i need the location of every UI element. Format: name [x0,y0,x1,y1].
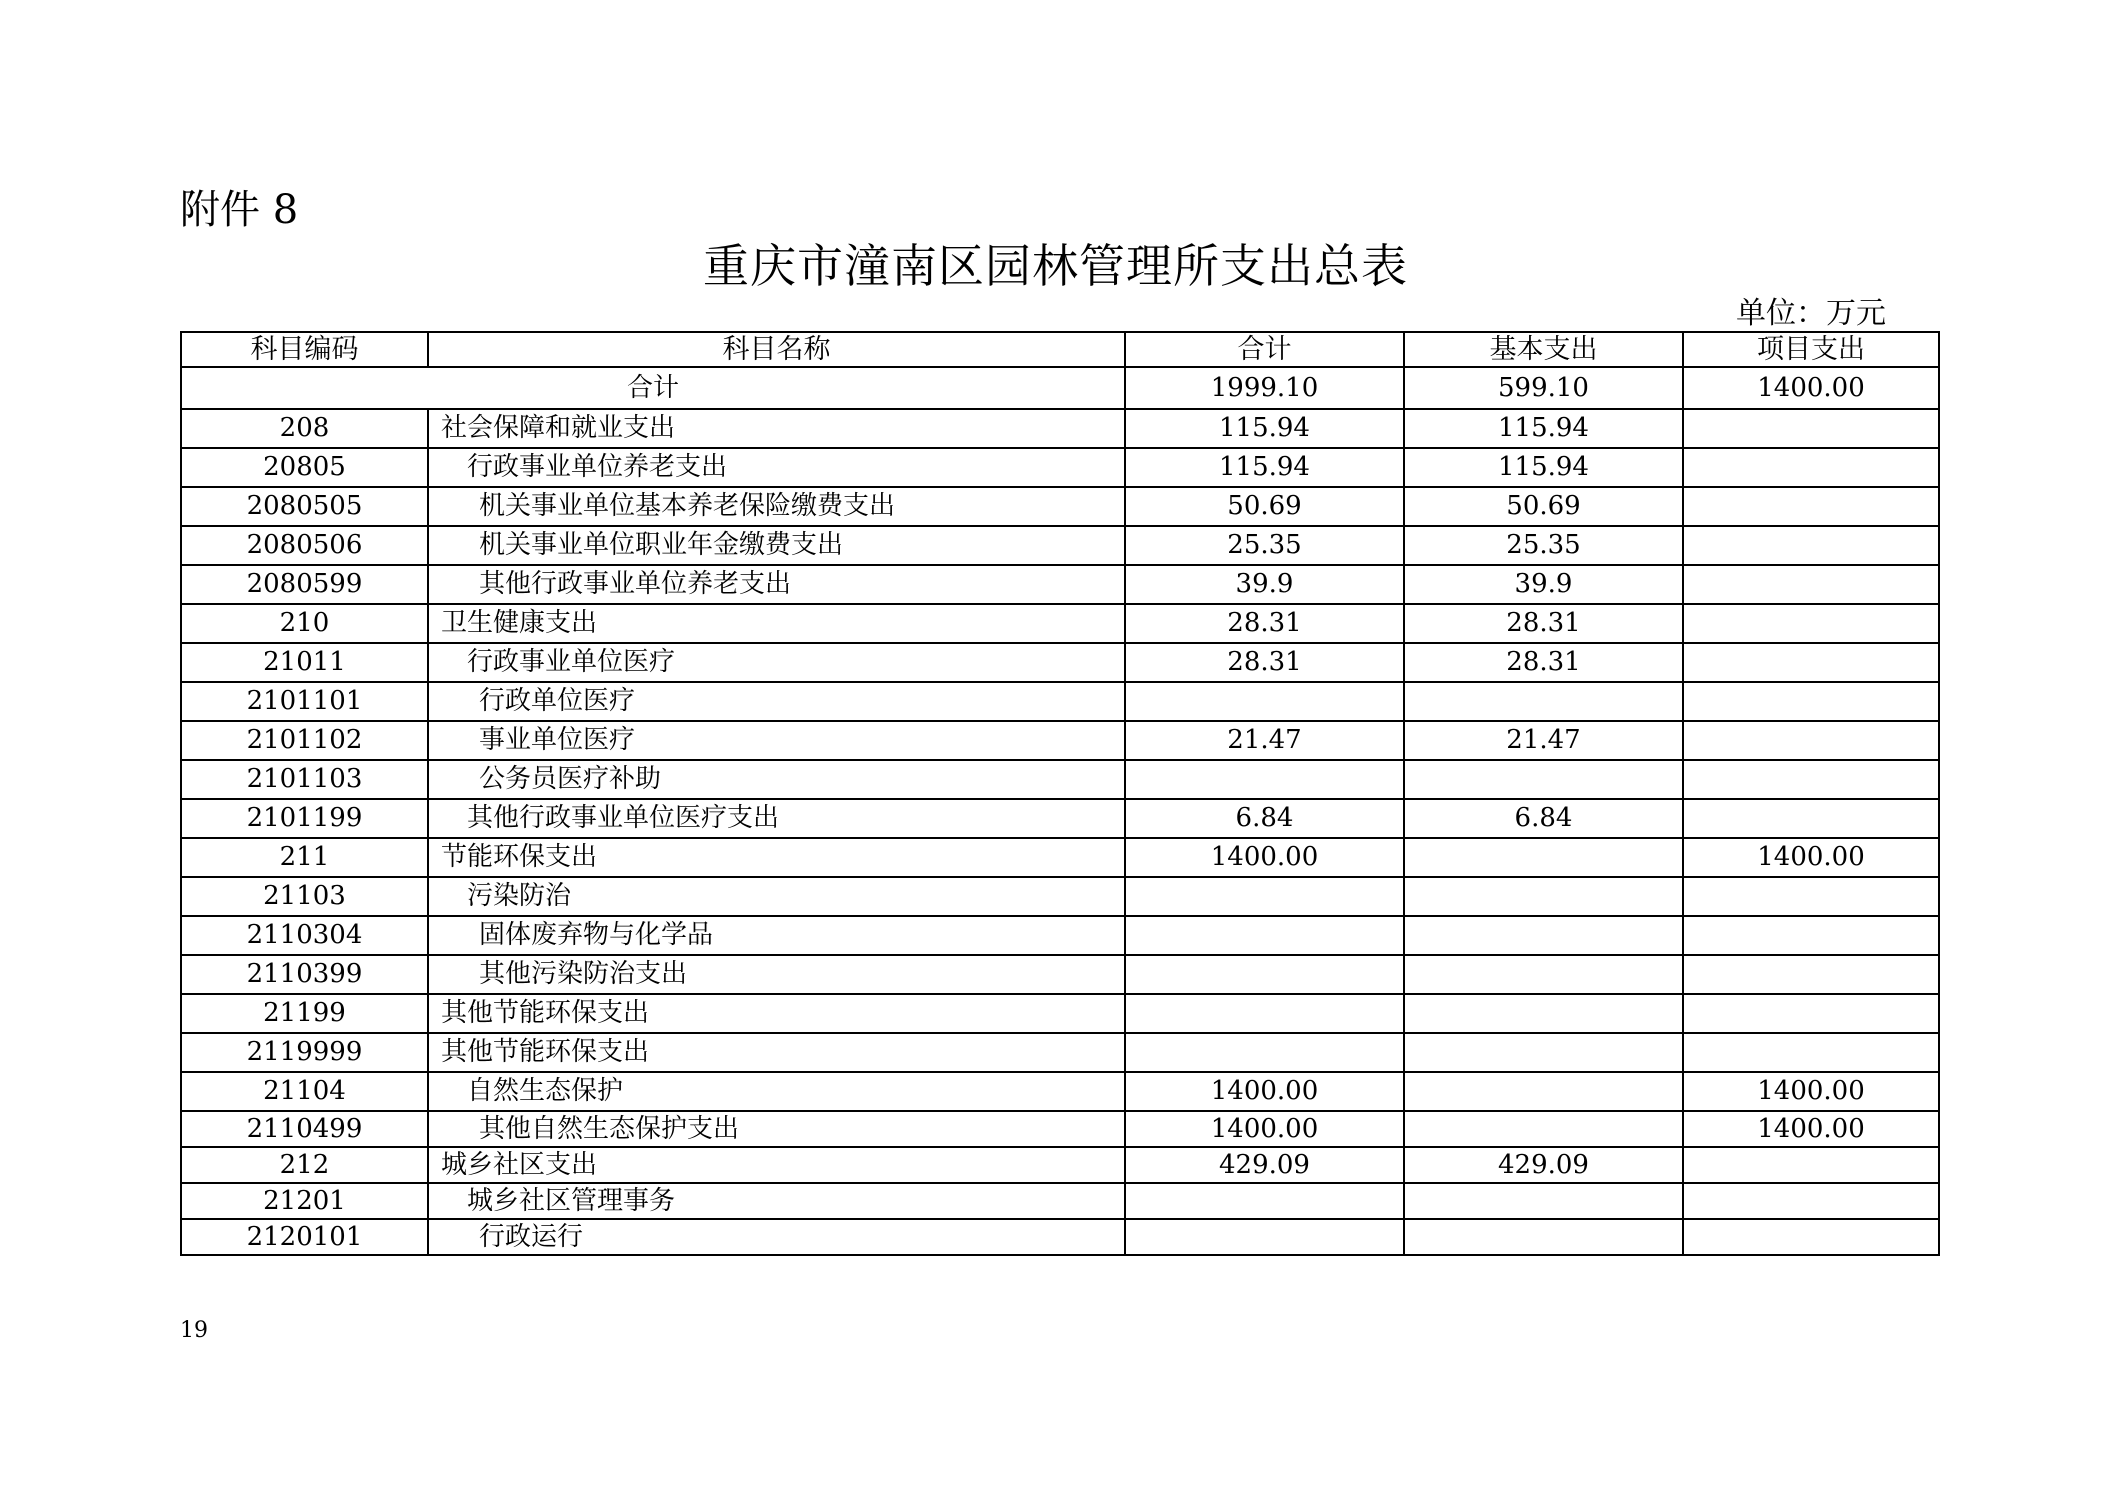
row-total: 429.09 [1125,1147,1404,1183]
table-row [181,682,1939,721]
row-basic [1404,1033,1683,1072]
row-name: 公务员医疗补助 [428,760,1125,799]
total-project: 1400.00 [1683,367,1939,409]
row-code: 2110399 [181,955,428,994]
table-row [181,994,1939,1033]
table-row [181,799,1939,838]
row-total [1125,955,1404,994]
table-row [181,1111,1939,1147]
table-row [181,604,1939,643]
row-name: 事业单位医疗 [428,721,1125,760]
row-basic [1404,1072,1683,1111]
row-total: 50.69 [1125,487,1404,526]
table-row [181,916,1939,955]
row-code: 2119999 [181,1033,428,1072]
row-total [1125,994,1404,1033]
table-row [181,838,1939,877]
expenditure-table [180,331,1940,1256]
row-project [1683,994,1939,1033]
row-basic: 39.9 [1404,565,1683,604]
table-row [181,760,1939,799]
row-code: 2110499 [181,1111,428,1147]
row-name: 污染防治 [428,877,1125,916]
row-name: 城乡社区管理事务 [428,1183,1125,1219]
row-basic: 50.69 [1404,487,1683,526]
table-row [181,448,1939,487]
row-project [1683,1147,1939,1183]
row-total [1125,1183,1404,1219]
row-name: 机关事业单位职业年金缴费支出 [428,526,1125,565]
row-project: 1400.00 [1683,1072,1939,1111]
row-code: 2120101 [181,1219,428,1255]
row-project [1683,409,1939,448]
row-code: 2110304 [181,916,428,955]
row-basic [1404,1219,1683,1255]
table-row [181,487,1939,526]
header-name: 科目名称 [428,332,1125,367]
row-total: 115.94 [1125,409,1404,448]
row-total [1125,1033,1404,1072]
row-code: 2101103 [181,760,428,799]
total-basic: 599.10 [1404,367,1683,409]
row-project [1683,877,1939,916]
header-project: 项目支出 [1683,332,1939,367]
row-project [1683,799,1939,838]
row-project [1683,487,1939,526]
row-project: 1400.00 [1683,1111,1939,1147]
total-label: 合计 [181,367,1125,409]
row-project [1683,448,1939,487]
total-row [181,367,1939,409]
header-total: 合计 [1125,332,1404,367]
table-row [181,1033,1939,1072]
row-name: 其他节能环保支出 [428,994,1125,1033]
row-name: 机关事业单位基本养老保险缴费支出 [428,487,1125,526]
row-code: 21104 [181,1072,428,1111]
row-total [1125,1219,1404,1255]
row-name: 社会保障和就业支出 [428,409,1125,448]
row-project [1683,1219,1939,1255]
row-name: 卫生健康支出 [428,604,1125,643]
row-code: 212 [181,1147,428,1183]
row-basic: 28.31 [1404,643,1683,682]
row-code: 211 [181,838,428,877]
row-name: 其他自然生态保护支出 [428,1111,1125,1147]
table-row [181,1219,1939,1255]
row-project: 1400.00 [1683,838,1939,877]
row-total: 1400.00 [1125,838,1404,877]
row-total [1125,760,1404,799]
row-project [1683,565,1939,604]
row-basic [1404,1183,1683,1219]
unit-label: 单位：万元 [1736,296,1886,331]
row-code: 208 [181,409,428,448]
row-code: 21201 [181,1183,428,1219]
row-name: 行政单位医疗 [428,682,1125,721]
row-name: 其他行政事业单位养老支出 [428,565,1125,604]
row-basic: 115.94 [1404,448,1683,487]
row-code: 2101101 [181,682,428,721]
row-total [1125,682,1404,721]
row-code: 2101199 [181,799,428,838]
table-header-row [181,332,1939,367]
row-project [1683,682,1939,721]
row-name: 其他节能环保支出 [428,1033,1125,1072]
row-basic: 429.09 [1404,1147,1683,1183]
row-project [1683,721,1939,760]
row-total: 28.31 [1125,643,1404,682]
row-code: 2101102 [181,721,428,760]
row-total: 1400.00 [1125,1111,1404,1147]
table-row [181,955,1939,994]
table-row [181,1183,1939,1219]
row-name: 城乡社区支出 [428,1147,1125,1183]
table-row [181,409,1939,448]
row-project [1683,1183,1939,1219]
row-basic: 21.47 [1404,721,1683,760]
row-name: 固体废弃物与化学品 [428,916,1125,955]
row-basic: 115.94 [1404,409,1683,448]
header-basic: 基本支出 [1404,332,1683,367]
row-total [1125,916,1404,955]
table-row [181,565,1939,604]
row-project [1683,604,1939,643]
row-code: 210 [181,604,428,643]
row-basic [1404,1111,1683,1147]
row-total: 39.9 [1125,565,1404,604]
row-project [1683,916,1939,955]
row-code: 2080506 [181,526,428,565]
row-basic [1404,955,1683,994]
row-basic [1404,994,1683,1033]
attachment-label: 附件 8 [180,187,299,233]
page-number: 19 [180,1318,208,1343]
row-project [1683,1033,1939,1072]
row-total: 115.94 [1125,448,1404,487]
row-basic: 25.35 [1404,526,1683,565]
row-total: 21.47 [1125,721,1404,760]
row-code: 21011 [181,643,428,682]
row-code: 2080505 [181,487,428,526]
row-code: 20805 [181,448,428,487]
row-project [1683,526,1939,565]
row-name: 行政事业单位医疗 [428,643,1125,682]
row-total [1125,877,1404,916]
row-code: 21199 [181,994,428,1033]
table-row [181,721,1939,760]
table-row [181,526,1939,565]
page-title: 重庆市潼南区园林管理所支出总表 [703,239,1408,293]
row-basic [1404,760,1683,799]
row-name: 节能环保支出 [428,838,1125,877]
row-code: 21103 [181,877,428,916]
header-code: 科目编码 [181,332,428,367]
table-row [181,1147,1939,1183]
table-row [181,1072,1939,1111]
row-project [1683,643,1939,682]
table-row [181,643,1939,682]
row-basic [1404,682,1683,721]
row-basic [1404,877,1683,916]
row-code: 2080599 [181,565,428,604]
row-total: 28.31 [1125,604,1404,643]
row-name: 其他污染防治支出 [428,955,1125,994]
table-row [181,877,1939,916]
row-total: 25.35 [1125,526,1404,565]
row-basic [1404,838,1683,877]
row-project [1683,760,1939,799]
row-basic [1404,916,1683,955]
total-amount: 1999.10 [1125,367,1404,409]
row-basic: 6.84 [1404,799,1683,838]
row-name: 行政运行 [428,1219,1125,1255]
row-project [1683,955,1939,994]
row-name: 行政事业单位养老支出 [428,448,1125,487]
row-total: 6.84 [1125,799,1404,838]
row-total: 1400.00 [1125,1072,1404,1111]
row-name: 其他行政事业单位医疗支出 [428,799,1125,838]
row-basic: 28.31 [1404,604,1683,643]
row-name: 自然生态保护 [428,1072,1125,1111]
